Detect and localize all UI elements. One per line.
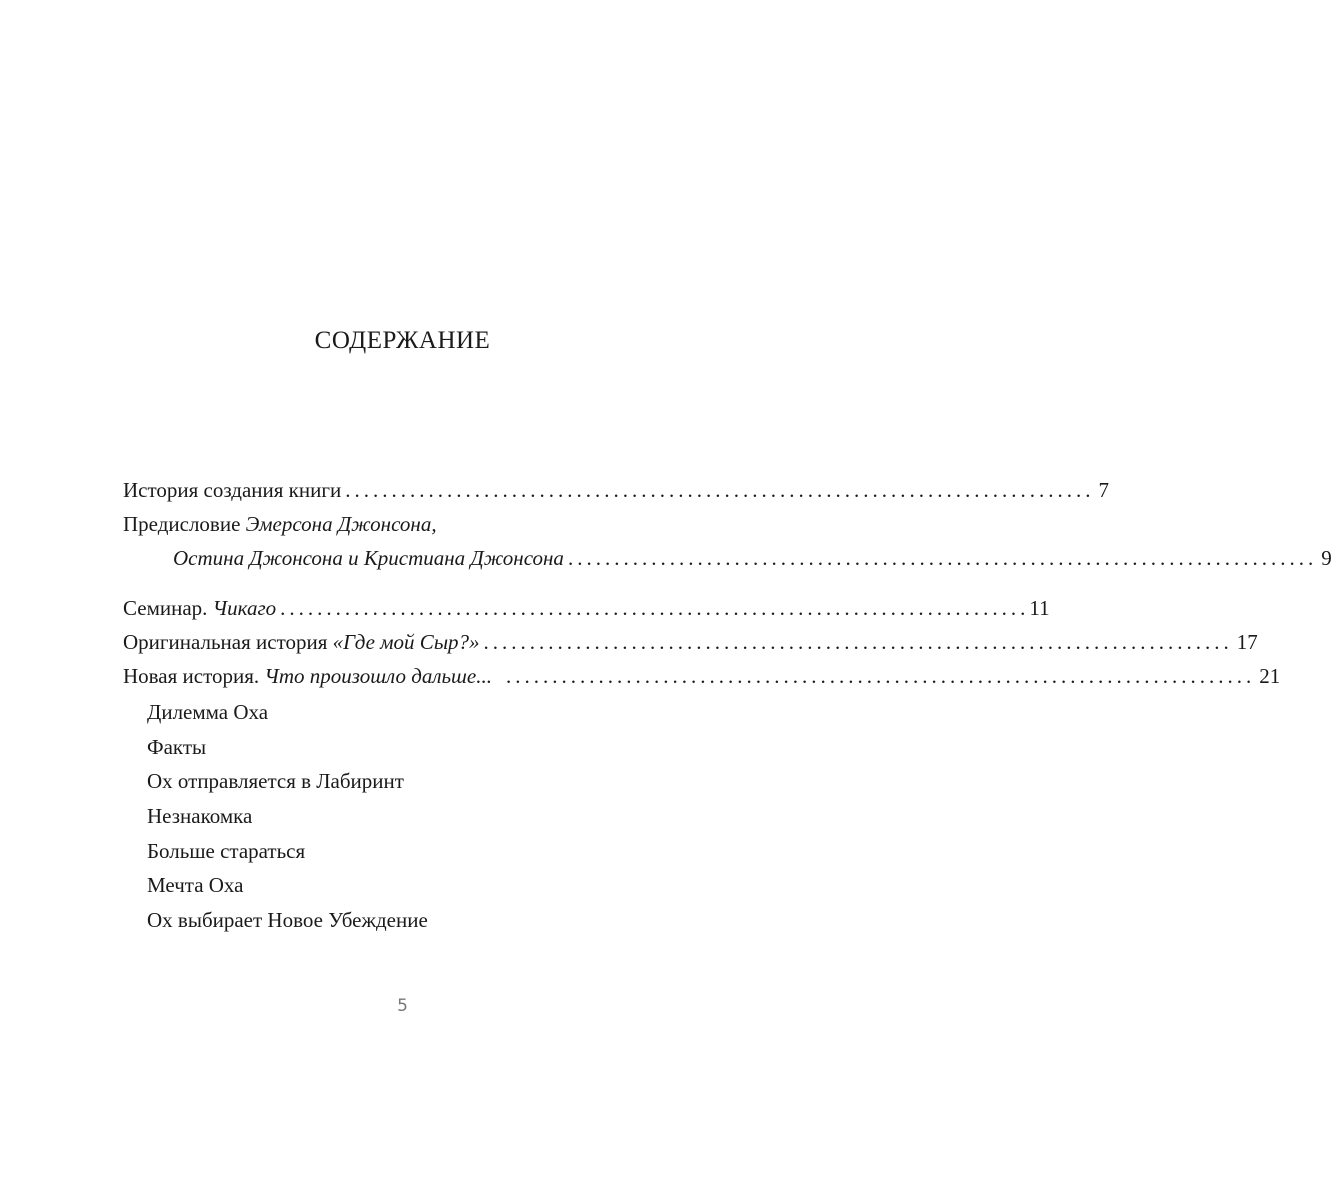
toc-entry-title-italic: Чикаго [212, 596, 277, 620]
toc-entry-title-italic: Эмерсона Джонсона, [245, 512, 437, 536]
toc-entry-page: 21 [1259, 664, 1281, 688]
toc-entry-page: 9 [1321, 546, 1332, 570]
dot-leader: ................................................................................. [345, 478, 1095, 502]
toc-entry-title-italic: «Где мой Сыр?» [332, 630, 480, 654]
toc-entry-title: Оригинальная история [123, 630, 333, 654]
toc-entry-title: Новая история. [123, 664, 265, 688]
toc-entry-title: Предисловие [123, 512, 246, 536]
toc-entry-continuation [173, 544, 1332, 572]
toc-entry-page: 7 [1098, 478, 1109, 502]
toc-entry [123, 476, 1109, 504]
toc-entry [123, 662, 1281, 690]
toc-entry-title: Семинар. [123, 596, 213, 620]
dot-leader: ................................................................................. [483, 630, 1233, 654]
page-title: СОДЕРЖАНИЕ [314, 327, 491, 354]
dot-leader: ................................................................................. [280, 596, 1030, 620]
toc-subsection: Незнакомка [147, 804, 253, 828]
toc-entry-title-italic: Что произошло дальше... [264, 664, 492, 688]
toc-subsection: Дилемма Оха [147, 700, 269, 724]
toc-subsection: Мечта Оха [147, 873, 244, 897]
toc-entry-title: История создания книги [123, 478, 342, 502]
toc-subsection: Больше стараться [147, 839, 306, 863]
toc-subsection: Факты [147, 735, 207, 759]
toc-entry-page: 17 [1236, 630, 1258, 654]
toc-subsection: Ох отправляется в Лабиринт [147, 769, 404, 793]
toc-entry [123, 594, 1050, 622]
dot-leader: ................................................................................. [505, 664, 1256, 688]
page-number: 5 [397, 996, 408, 1016]
toc-entry [123, 510, 683, 538]
toc-entry [123, 628, 1258, 656]
toc-entry-title-italic: Остина Джонсона и Кристиана Джонсона [173, 546, 564, 570]
toc-subsection: Ох выбирает Новое Убеждение [147, 908, 428, 932]
toc-entry-page: 11 [1029, 596, 1050, 620]
dot-leader: ................................................................................. [567, 546, 1318, 570]
